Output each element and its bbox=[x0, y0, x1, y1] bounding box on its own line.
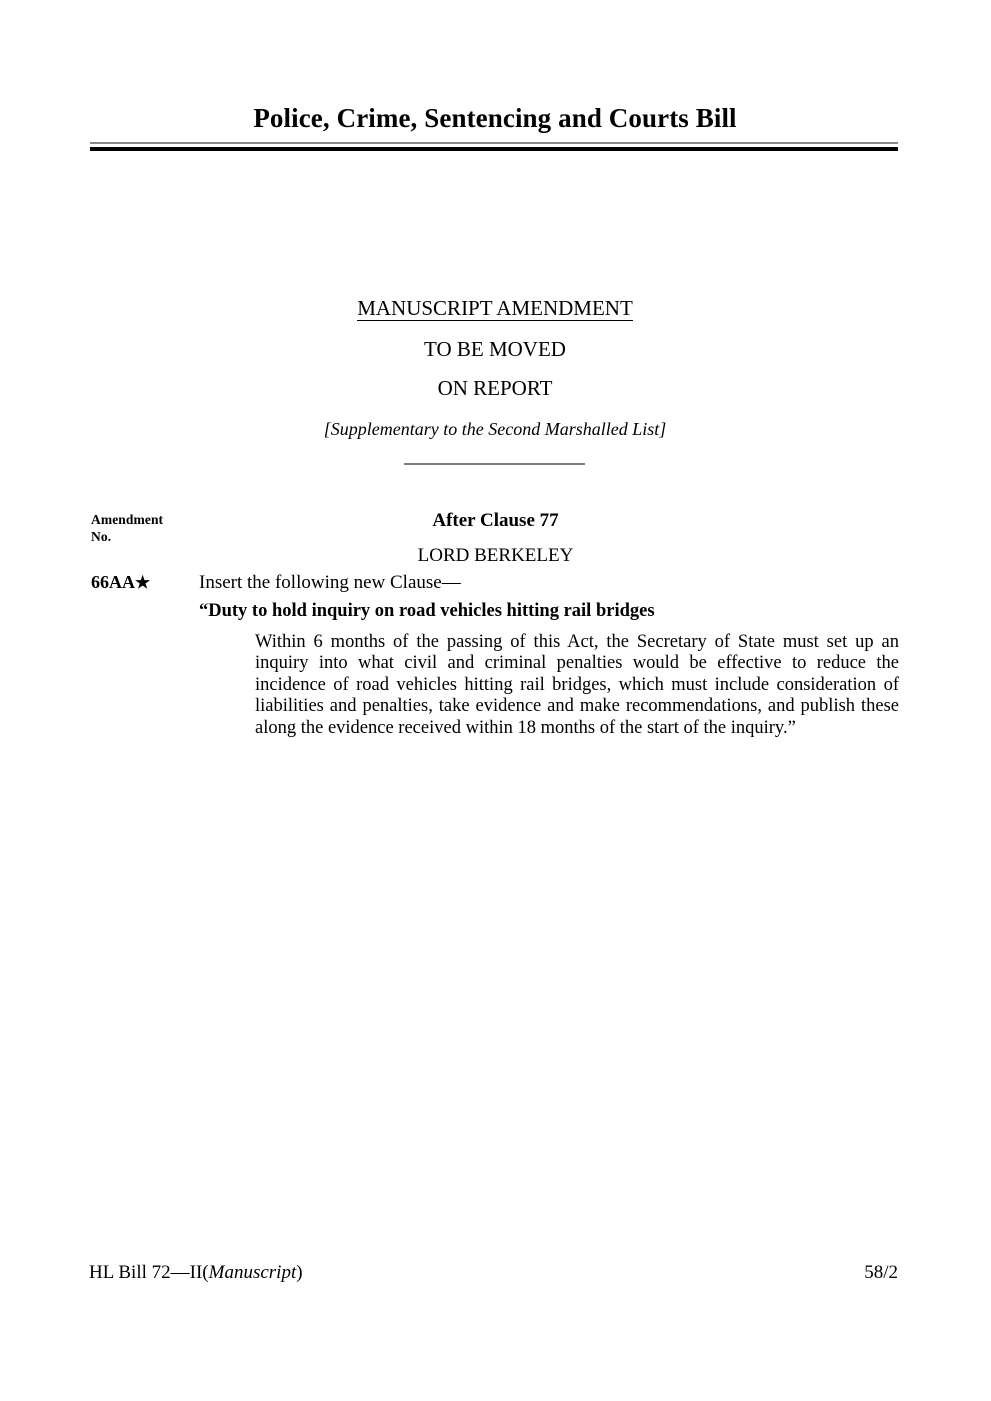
supplementary-note: [Supplementary to the Second Marshalled List] bbox=[323, 419, 667, 439]
manuscript-amendment-heading-wrap bbox=[145, 298, 845, 321]
footer-bill-reference-italic: Manuscript bbox=[208, 1262, 297, 1283]
new-clause-heading: “Duty to hold inquiry on road vehicles hitting rail bridges bbox=[199, 601, 655, 621]
to-be-moved-heading: TO BE MOVED bbox=[424, 337, 566, 361]
amendment-instruction: Insert the following new Clause— bbox=[199, 572, 461, 593]
amendment-number-column-label bbox=[91, 511, 163, 546]
on-report-heading: ON REPORT bbox=[437, 376, 553, 400]
heading-block bbox=[145, 298, 845, 438]
amendment-label-line-one: Amendment bbox=[91, 512, 164, 527]
page-title: Police, Crime, Sentencing and Courts Bill bbox=[253, 103, 737, 133]
footer-page-number: 58/2 bbox=[864, 1262, 898, 1283]
amendment-label-line-two: No. bbox=[91, 529, 112, 545]
clause-target-heading: After Clause 77 bbox=[432, 510, 559, 531]
header-rule-thin bbox=[90, 142, 898, 144]
new-clause-body-text: Within 6 months of the passing of this Act, the Secretary of State must set up an inquiry into what civil and criminal penalties would be effective to reduce the incidence of road vehicles hitting rail bridges, which must include consideration of liabilities and penalties, take evidence and make recommendations, and publish these along the evidence received within 18 months of the start of the inquiry.” bbox=[255, 632, 899, 738]
manuscript-amendment-heading: MANUSCRIPT AMENDMENT bbox=[357, 296, 633, 320]
amendment-number bbox=[91, 572, 150, 593]
amendment-number-value: 66AA bbox=[91, 572, 135, 592]
amendment-mover-name: LORD BERKELEY bbox=[417, 545, 574, 566]
footer-bill-reference bbox=[89, 1262, 303, 1284]
star-icon: ★ bbox=[135, 573, 151, 592]
footer-bill-reference-suffix: ) bbox=[296, 1262, 303, 1283]
footer-bill-reference-prefix: HL Bill 72—II( bbox=[89, 1262, 209, 1283]
section-divider bbox=[404, 463, 585, 465]
header-rule-thick bbox=[90, 147, 898, 151]
